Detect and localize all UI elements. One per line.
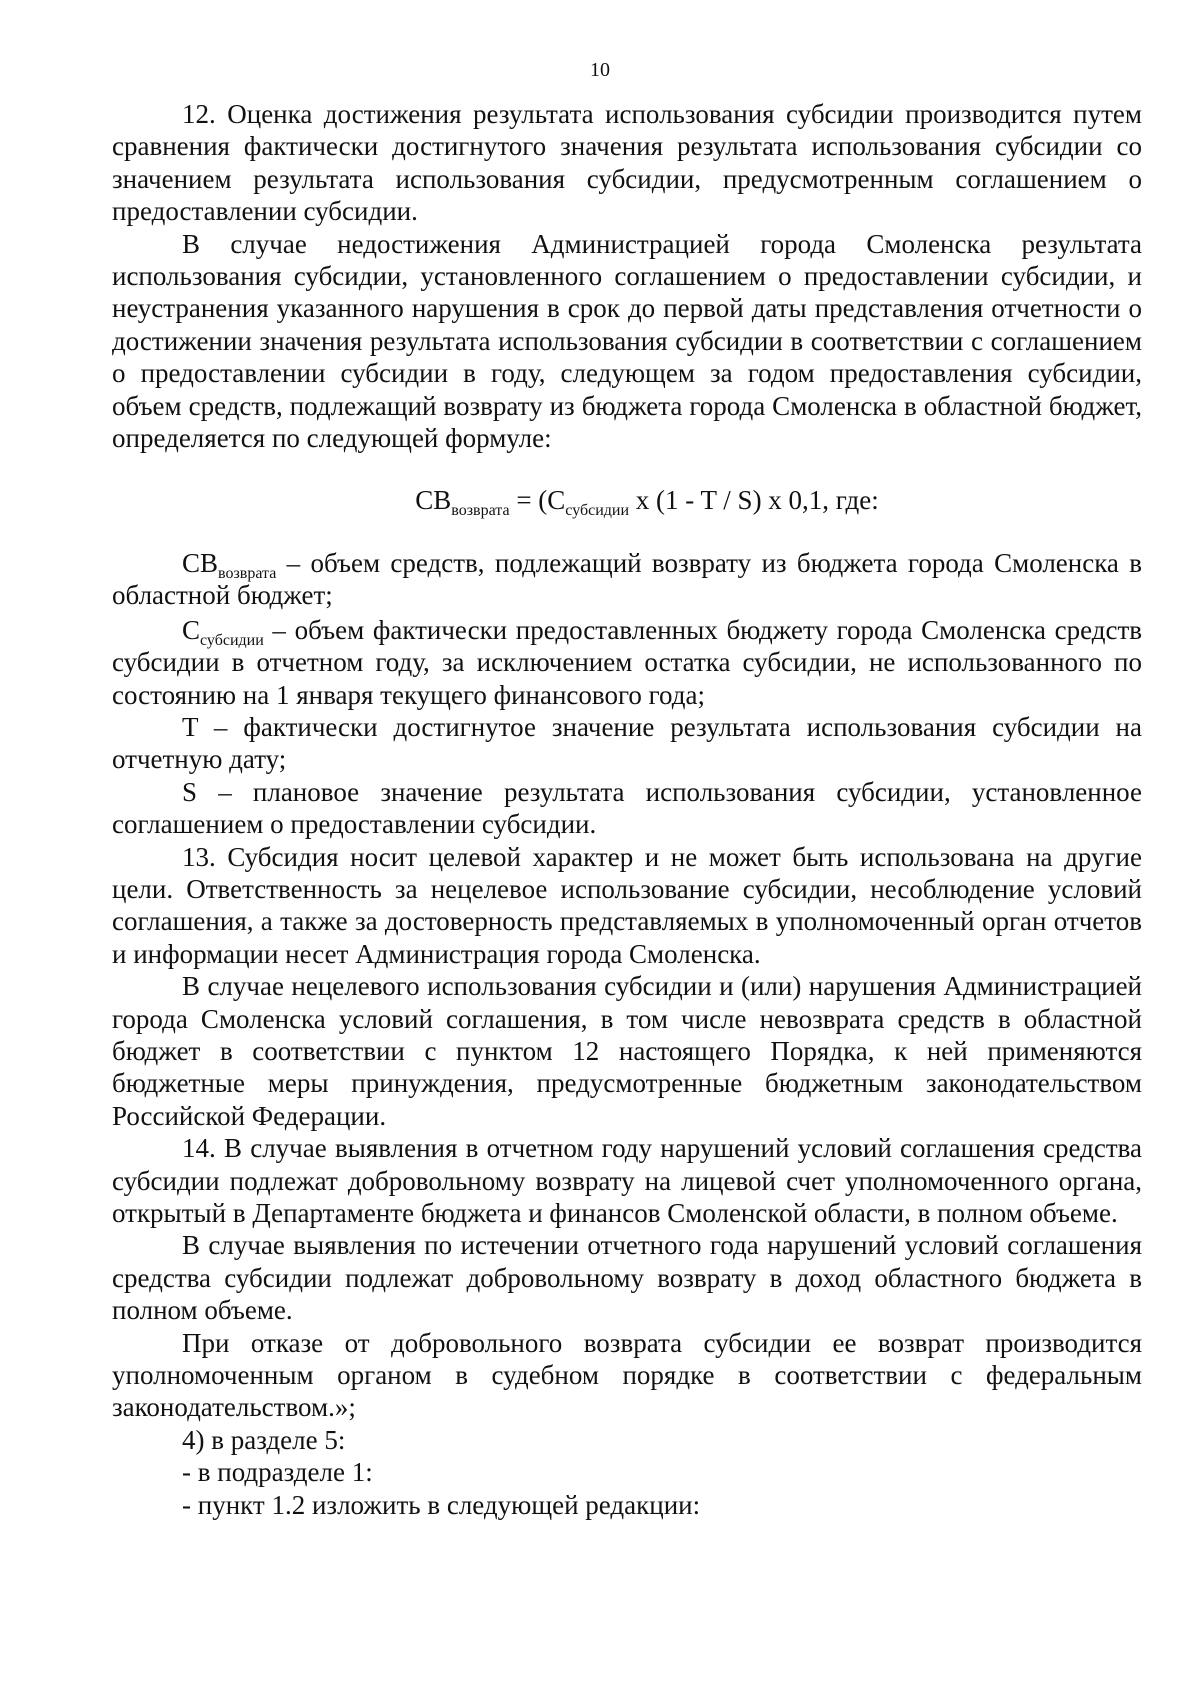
definition-subscript: субсидии <box>200 631 264 649</box>
paragraph-14: 14. В случае выявления в отчетном году нарушений условий соглашения средства субсидии подлежат добровольному возврату на лицевой счет уполномоченного органа, открытый в Департаменте бюджета и финансов Смоленской области, в полном объеме. <box>112 1133 1142 1228</box>
definition-text: – объем фактически предоставленных бюджету города Смоленска средств субсидии в отчетном году, за исключением остатка субсидии, не использованного по состоянию на 1 января текущего финансового года; <box>112 614 1142 710</box>
definition-text: – объем средств, подлежащий возврату из бюджета города Смоленска в областной бюджет; <box>112 547 1142 611</box>
formula-lhs-sub: возврата <box>451 502 510 520</box>
definition-subscript: возврата <box>218 564 277 582</box>
list-item: - в подразделе 1: <box>182 1457 373 1488</box>
definition-cb <box>112 547 1142 612</box>
definition-t <box>112 711 1142 776</box>
formula-eq: = (C <box>509 485 566 516</box>
formula-rest: x (1 - T / S) x 0,1, где: <box>629 485 879 516</box>
paragraph-12-case: В случае недостижения Администрацией города Смоленска результата использования субсидии, установленного соглашением о предоставлении субсидии, и неустранения указанного нарушения в срок до первой даты представления отчетности о достижении значения результата использования субсидии в соответствии с соглашением о предоставлении субсидии в году, следующем за годом предоставления субсидии, объем средств, подлежащий возврату из бюджета города Смоленска в областной бюджет, определяется по следующей формуле: <box>112 228 1142 454</box>
list-item: 4) в разделе 5: <box>182 1424 346 1455</box>
definition-c <box>112 614 1142 711</box>
page-number: 10 <box>590 59 610 81</box>
paragraph-refusal: При отказе от добровольного возврата субсидии ее возврат производится уполномоченным органом в судебном порядке в соответствии с федеральным законодательством.»; <box>112 1327 1142 1423</box>
paragraph-12: 12. Оценка достижения результата использования субсидии производится путем сравнения фактически достигнутого значения результата использования субсидии со значением результата использования субсидии, предусмотренным соглашением о предоставлении субсидии. <box>112 99 1142 227</box>
definition-symbol: T <box>182 711 199 742</box>
list-item: - пункт 1.2 изложить в следующей редакции: <box>182 1489 701 1520</box>
definition-symbol: CB <box>182 547 219 578</box>
paragraph-13-case: В случае нецелевого использования субсидии и (или) нарушения Администрацией города Смоленска условий соглашения, в том числе невозврата средств в областной бюджет в соответствии с пунктом 12 настоящего Порядка, к ней применяются бюджетные меры принуждения, предусмотренные бюджетным законодательством Российской Федерации. <box>112 971 1142 1131</box>
definition-symbol: S <box>182 776 198 807</box>
definition-s <box>112 776 1142 841</box>
paragraph-14-case: В случае выявления по истечении отчетного года нарушений условий соглашения средства субсидии подлежат добровольному возврату в доход областного бюджета в полном объеме. <box>112 1230 1142 1326</box>
formula-c-sub: субсидии <box>565 502 630 520</box>
definition-symbol: C <box>182 614 201 645</box>
paragraph-13: 13. Субсидия носит целевой характер и не может быть использована на другие цели. Ответственность за нецелевое использование субсидии, несоблюдение условий соглашения, а также за достоверность представляемых в уполномоченный орган отчетов и информации несет Администрация города Смоленска. <box>112 841 1142 969</box>
formula <box>152 484 1142 520</box>
definition-text: – плановое значение результата использования субсидии, установленное соглашением о предоставлении субсидии. <box>112 776 1142 840</box>
formula-lhs: CB <box>415 485 452 516</box>
document-body <box>112 98 1142 1521</box>
definition-text: – фактически достигнутое значение результата использования субсидии на отчетную дату; <box>112 711 1142 775</box>
